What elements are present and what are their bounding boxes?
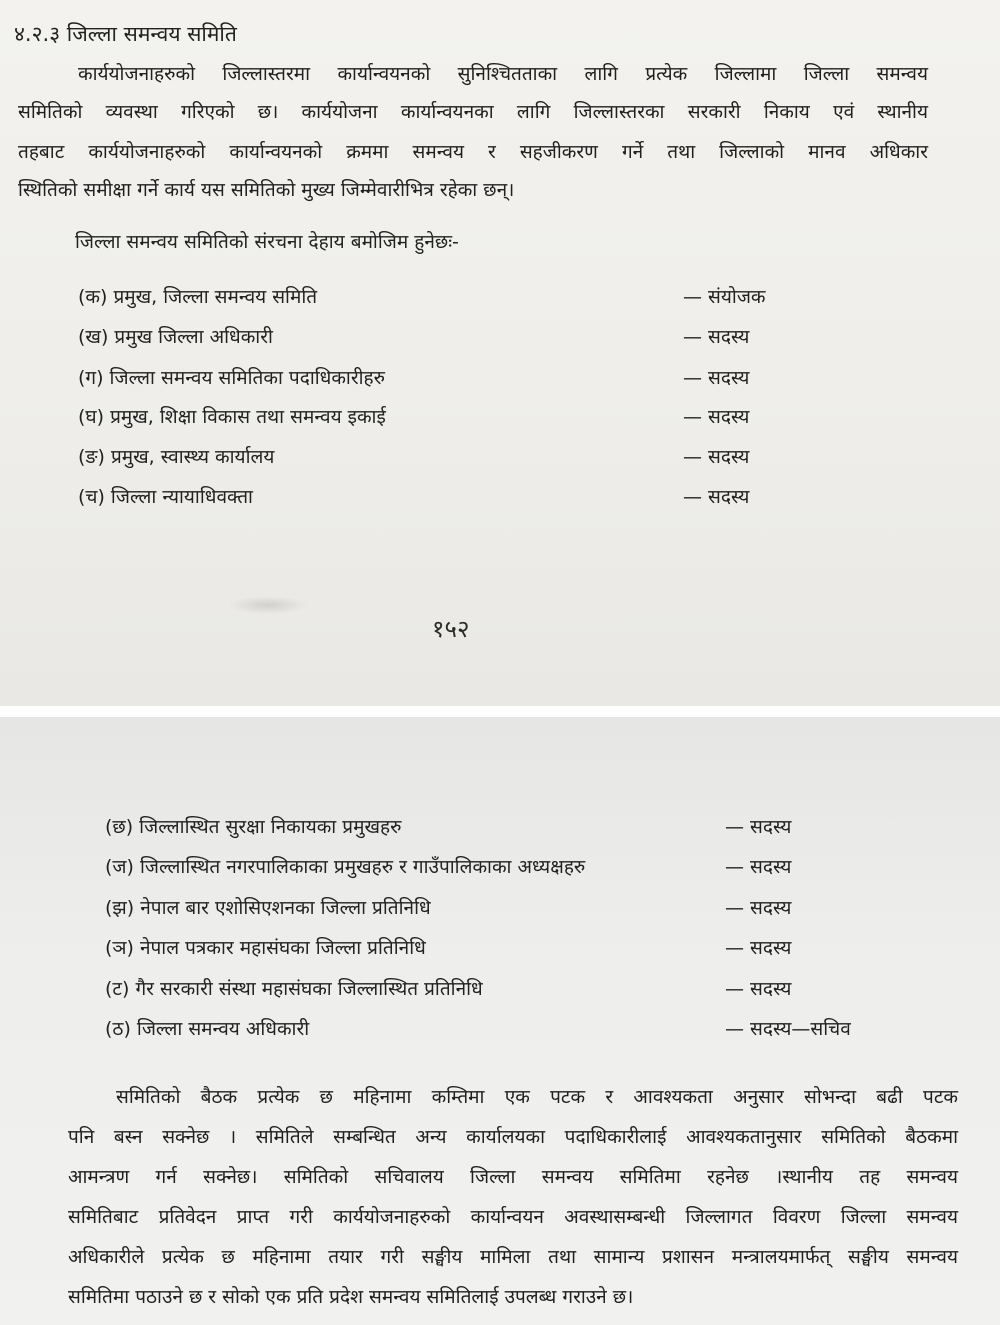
paragraph-line: आमन्त्रण गर्न सक्नेछ। समितिको सचिवालय जिल्ला समन्वय समितिमा रहनेछ ।स्थानीय तह समन्वय xyxy=(68,1166,958,1188)
member-role: — सदस्य xyxy=(683,446,750,468)
member-label: (घ) प्रमुख, शिक्षा विकास तथा समन्वय इकाई xyxy=(78,406,386,428)
paragraph-line: स्थितिको समीक्षा गर्ने कार्य यस समितिको मुख्य जिम्मेवारीभित्र रहेका छन्। xyxy=(18,179,515,201)
member-label: (छ) जिल्लास्थित सुरक्षा निकायका प्रमुखहरु xyxy=(105,816,402,838)
member-role: — सदस्य xyxy=(683,367,750,389)
member-label: (ट) गैर सरकारी संस्था महासंघका जिल्लास्थित प्रतिनिधि xyxy=(105,978,483,1000)
member-role: — सदस्य xyxy=(683,486,750,508)
structure-intro: जिल्ला समन्वय समितिको संरचना देहाय बमोजिम हुनेछः- xyxy=(75,231,459,253)
member-label: (ठ) जिल्ला समन्वय अधिकारी xyxy=(105,1018,310,1040)
member-role: — संयोजक xyxy=(683,286,766,308)
page-number: १५२ xyxy=(432,615,470,643)
member-role: — सदस्य xyxy=(725,978,792,1000)
paragraph-line: समितिको बैठक प्रत्येक छ महिनामा कम्तिमा एक पटक र आवश्यकता अनुसार सोभन्दा बढी पटक xyxy=(116,1086,958,1108)
member-role: — सदस्य—सचिव xyxy=(725,1018,851,1040)
member-role: — सदस्य xyxy=(725,856,792,878)
paragraph-line: कार्ययोजनाहरुको जिल्लास्तरमा कार्यान्वयनको सुनिश्चितताका लागि प्रत्येक जिल्लामा जिल्ला समन्वय xyxy=(78,63,928,85)
paragraph-line: समितिबाट प्रतिवेदन प्राप्त गरी कार्ययोजनाहरुको कार्यान्वयन अवस्थासम्बन्धी जिल्लागत विवरण जिल्ला समन्वय xyxy=(68,1206,958,1228)
member-label: (ग) जिल्ला समन्वय समितिका पदाधिकारीहरु xyxy=(78,367,385,389)
paragraph-line: तहबाट कार्ययोजनाहरुको कार्यान्वयनको क्रममा समन्वय र सहजीकरण गर्ने तथा जिल्लाको मानव अधिकार xyxy=(18,141,928,163)
section-heading: ४.२.३ जिल्ला समन्वय समिति xyxy=(14,22,237,46)
member-label: (झ) नेपाल बार एशोसिएशनका जिल्ला प्रतिनिधि xyxy=(105,897,431,919)
member-label: (ज) जिल्लास्थित नगरपालिकाका प्रमुखहरु र गाउँपालिकाका अध्यक्षहरु xyxy=(105,856,586,878)
paper-smudge xyxy=(228,596,308,614)
member-role: — सदस्य xyxy=(725,937,792,959)
member-label: (क) प्रमुख, जिल्ला समन्वय समिति xyxy=(78,286,318,308)
paragraph-line: समितिको व्यवस्था गरिएको छ। कार्ययोजना कार्यान्वयनका लागि जिल्लास्तरका सरकारी निकाय एवं स्थानीय xyxy=(18,101,928,123)
member-role: — सदस्य xyxy=(683,406,750,428)
document-page-bottom xyxy=(0,717,1000,1325)
member-role: — सदस्य xyxy=(683,326,750,348)
member-role: — सदस्य xyxy=(725,816,792,838)
member-label: (च) जिल्ला न्यायाधिवक्ता xyxy=(78,486,253,508)
member-label: (ख) प्रमुख जिल्ला अधिकारी xyxy=(78,326,273,348)
paragraph-line: समितिमा पठाउने छ र सोको एक प्रति प्रदेश समन्वय समितिलाई उपलब्ध गराउने छ। xyxy=(68,1286,634,1308)
member-label: (ञ) नेपाल पत्रकार महासंघका जिल्ला प्रतिनिधि xyxy=(105,937,426,959)
paragraph-line: पनि बस्न सक्नेछ । समितिले सम्बन्धित अन्य कार्यालयका पदाधिकारीलाई आवश्यकतानुसार समितिको बैठकमा xyxy=(68,1126,958,1148)
member-role: — सदस्य xyxy=(725,897,792,919)
member-label: (ङ) प्रमुख, स्वास्थ्य कार्यालय xyxy=(78,446,275,468)
paragraph-line: अधिकारीले प्रत्येक छ महिनामा तयार गरी सङ्घीय मामिला तथा सामान्य प्रशासन मन्त्रालयमार्फत् सङ्घीय समन्वय xyxy=(68,1246,958,1268)
page-divider xyxy=(0,706,1000,717)
